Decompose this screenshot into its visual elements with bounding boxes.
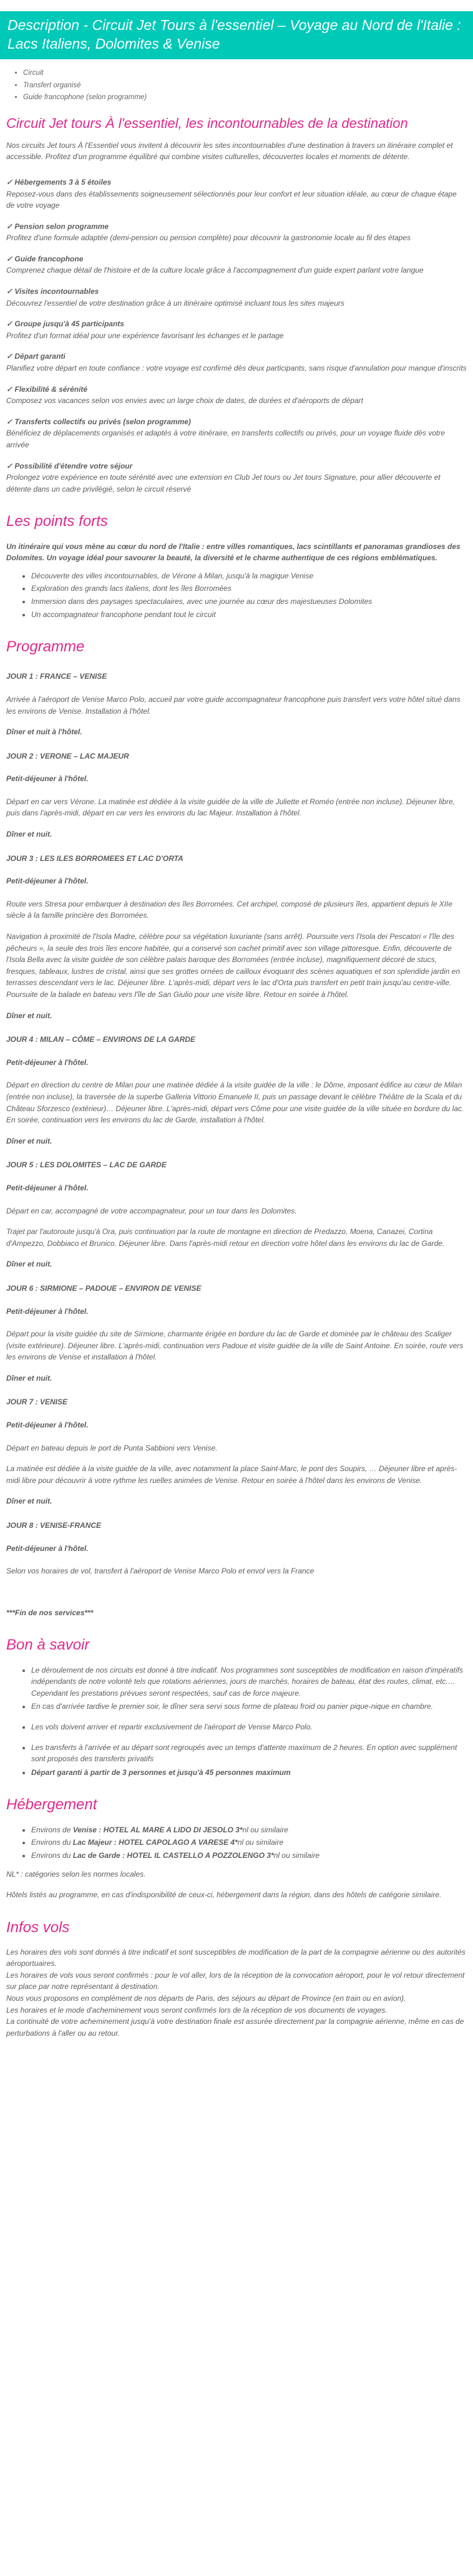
feature-text: Comprenez chaque détail de l'histoire et de la culture locale grâce à l'accompagnement d'un guide expert parlant votre langue (6, 266, 424, 275)
feature-item (6, 253, 467, 276)
feature-text: Planifiez votre départ en toute confiance : votre voyage est confirmé dès deux participants, sans risque d'annulation pour manque d'inscrits (6, 364, 467, 373)
hotel-prefix: Environs du (31, 1850, 73, 1860)
feature-item (6, 318, 467, 341)
day-meal-note: Dîner et nuit. (6, 1260, 52, 1269)
feature-title: ✓ Transferts collectifs ou privés (selon programme) (6, 417, 191, 426)
programme-heading: Programme (6, 638, 85, 656)
feature-text: Profitez d'un format idéal pour une expérience favorisant les échanges et le partage (6, 331, 284, 340)
vols-line: Nous vous proposons en complément de nos départs de Paris, des séjours au départ de Province (en train ou en avion). (6, 1994, 406, 2003)
feature-text: Composez vos vacances selon vos envies avec un large choix de dates, de durées et d'aéroports de départ (6, 396, 363, 406)
day-title: JOUR 8 : VENISE-FRANCE (6, 1521, 102, 1530)
day-meal-note: Dîner et nuit. (6, 1373, 52, 1383)
hotel-name: : HOTEL AL MARE A LIDO DI JESOLO 3* (96, 1825, 243, 1834)
hebergement-note: NL* : catégories selon les normes locales. (6, 1870, 146, 1879)
day-meal-note: Petit-déjeuner à l'hôtel. (6, 774, 89, 784)
feature-item (6, 416, 467, 451)
points-forts-item: • Exploration des grands lacs italiens, dont les îles Borromées (31, 583, 467, 595)
hotel-item (31, 1837, 467, 1849)
feature-title: ✓ Guide francophone (6, 254, 84, 263)
feature-title: ✓ Groupe jusqu'à 45 participants (6, 319, 124, 329)
day-title: JOUR 1 : FRANCE – VENISE (6, 672, 107, 681)
info-item: • Les transferts à l'arrivée et au départ sont regroupés avec un temps d'attente maximum de 2 heures. En option avec supplément sont proposés des transferts privatifs (31, 1742, 467, 1765)
day-description: Départ pour la visite guidée du site de Sirmione, charmante érigée en bordure du lac de Garde et dominée par le château des Scaliger (visite extérieure). Déjeuner libre. L'après-midi, continuation vers Padoue et visite guidée de la ville de Saint Antoine. En soirée, route vers les environs de Venise et installation à l'hôtel. (6, 1329, 464, 1362)
vols-line: Les horaires des vols sont donnés à titre indicatif et sont susceptibles de modification de la part de la compagnie aérienne ou des autorités aéroportuaires. (6, 1947, 466, 1968)
day-title: JOUR 3 : LES ILES BORROMEES ET LAC D'ORTA (6, 853, 183, 863)
feature-item (6, 460, 467, 495)
hotel-place: Venise (72, 1825, 97, 1834)
day-description: Départ en bateau depuis le port de Punta Sabbioni vers Venise. (6, 1443, 218, 1452)
feature-title: ✓ Pension selon programme (6, 221, 109, 231)
day-meal-note: Petit-déjeuner à l'hôtel. (6, 1543, 89, 1553)
day-description: Trajet par l'autoroute jusqu'à Ora, puis continuation par la route de montagne en direction de Predazzo, Moena, Canazei, Cortina d'Ampezzo, Dobbiaco et Brunico. Déjeuner libre. Dans l'après-midi retour en direction votre hôtel dans les environs du lac de Garde. (6, 1227, 445, 1248)
hotel-name: : HOTEL IL CASTELLO A POZZOLENGO 3* (120, 1850, 274, 1860)
meta-list (0, 68, 473, 104)
day-description: Navigation à proximité de l'Isola Madre, célèbre pour sa végétation luxuriante (sans arrêt). Poursuite vers l'Isola dei Pescatori « l'île des pêcheurs », la seule des trois îles encore habitée, qui a conservé son cachet primitif avec son village pittoresque. Enfin, découverte de l'Isola Bella avec la visite guidée de son célèbre palais baroque des Borromées (entrée incluse), magnifiquement décoré de stucs, fresques, tableaux, lustres de cristal, ainsi que ses grottes ornées de cailloux évoquant des scènes aquatiques et son splendide jardin en terrasses descendant vers le lac. Déjeuner libre. L'après-midi, départ vers le lac d'Orta puis transfert en petit train jusqu'au centre-ville. Poursuite de la balade en bateau vers l'île de San Giulio pour une visite libre. Retour en soirée à l'hôtel. (6, 932, 461, 999)
hotel-item (31, 1824, 467, 1836)
end-of-services: ***Fin de nos services*** (6, 1608, 94, 1617)
hebergement-note: Hôtels listés au programme, en cas d'indisponibilité de ceux-ci, hébergement dans la région, dans des hôtels de catégorie similaire. (6, 1890, 442, 1899)
feature-item (6, 221, 467, 244)
day-description: Selon vos horaires de vol, transfert à l'aéroport de Venise Marco Polo et envol vers la France (6, 1567, 315, 1576)
hotel-name: : HOTEL CAPOLAGO A VARESE 4* (112, 1838, 238, 1847)
day-title: JOUR 7 : VENISE (6, 1397, 68, 1407)
day-meal-note: Dîner et nuit. (6, 830, 52, 839)
infos-vols-text (6, 1947, 467, 2039)
hotel-suffix: nl ou similaire (237, 1838, 284, 1847)
day-title: JOUR 4 : MILAN – CÔME – ENVIRONS DE LA GARDE (6, 1035, 195, 1044)
feature-item (6, 384, 467, 407)
hebergement-heading: Hébergement (6, 1796, 97, 1814)
feature-title: ✓ Visites incontournables (6, 287, 99, 296)
bon-a-savoir-list (6, 1665, 467, 1779)
hotel-prefix: Environs de (31, 1825, 73, 1834)
day-title: JOUR 5 : LES DOLOMITES – LAC DE GARDE (6, 1160, 167, 1170)
infos-vols-heading: Infos vols (6, 1918, 70, 1936)
vols-line: La continuité de votre acheminement jusqu'à votre destination finale est assurée directement par la compagnie aérienne, même en cas de perturbations à l'aller ou au retour. (6, 2017, 464, 2038)
day-description: Route vers Stresa pour embarquer à destination des îles Borromées. Cet archipel, composé de plusieurs îles, appartient depuis le XIIe siècle à la famille princière des Borromées. (6, 899, 453, 920)
points-forts-item: • Immersion dans des paysages spectaculaires, avec une journée au cœur des majestueuses Dolomites (31, 596, 467, 608)
info-item: • Le déroulement de nos circuits est donné à titre indicatif. Nos programmes sont susceptibles de modification en raison d'impératifs indépendants de notre volonté tels que rotations aériennes, jours de marchés, horaires de bateau, état des routes, climat, etc.… Cependant les prestations prévues seront respectées, sauf cas de force majeure. (31, 1665, 467, 1699)
day-description: Départ en car, accompagné de votre accompagnateur, pour un tour dans les Dolomites. (6, 1206, 297, 1215)
essentiel-intro: Nos circuits Jet tours À l'Essentiel vous invitent à découvrir les sites incontournables d'une destination à travers un itinéraire complet et accessible. Profitez d'un programme équilibré qui combine visites culturelles, découvertes locales et moments de détente. (6, 140, 453, 162)
meta-item: • Guide francophone (selon programme) (23, 92, 473, 104)
day-meal-note: Dîner et nuit. (6, 1497, 52, 1506)
points-forts-intro: Un itinéraire qui vous mène au cœur du nord de l'Italie : entre villes romantiques, lacs scintillants et panoramas grandioses des Dolomites. Un voyage idéal pour savourer la beauté, la diversité et le charme authentique de ces régions emblématiques. (6, 542, 461, 563)
hotel-prefix: Environs du (31, 1838, 73, 1847)
feature-title: ✓ Départ garanti (6, 352, 66, 361)
info-item: • Départ garanti à partir de 3 personnes et jusqu'à 45 personnes maximum (31, 1767, 467, 1779)
programme-days (6, 671, 467, 1577)
feature-item (6, 351, 467, 374)
feature-title: ✓ Flexibilité & sérénité (6, 384, 88, 394)
content (0, 115, 473, 2039)
feature-text: Reposez-vous dans des établissements soigneusement sélectionnés pour leur confort et leur situation idéale, au cœur de chaque étape de votre voyage (6, 189, 457, 210)
day-title: JOUR 2 : VERONE – LAC MAJEUR (6, 751, 129, 761)
info-item: • En cas d'arrivée tardive le premier soir, le dîner sera servi sous forme de plateau froid ou panier pique-nique en chambre. (31, 1701, 467, 1713)
hotel-suffix: nl ou similaire (273, 1850, 320, 1860)
day-meal-note: Petit-déjeuner à l'hôtel. (6, 877, 89, 886)
points-forts-heading: Les points forts (6, 513, 108, 530)
hotel-suffix: nl ou similaire (242, 1825, 288, 1834)
day-description: La matinée est dédiée à la visite guidée de la ville, avec notamment la place Saint-Marc, le pont des Soupirs, … Déjeuner libre et après-midi libre pour découvrir à votre rythme les ruelles animées de Venise. Retour en soirée à l'hôtel dans les environs de Venise. (6, 1464, 457, 1485)
feature-item (6, 286, 467, 309)
points-forts-item: • Découverte des villes incontournables, de Vérone à Milan, jusqu'à la magique Venise (31, 570, 467, 582)
day-meal-note: Dîner et nuit à l'hôtel. (6, 727, 82, 737)
day-meal-note: Petit-déjeuner à l'hôtel. (6, 1183, 89, 1192)
day-meal-note: Dîner et nuit. (6, 1136, 52, 1145)
day-description: Départ en car vers Vérone. La matinée est dédiée à la visite guidée de la ville de Juliette et Roméo (entrée non incluse). Déjeuner libre, puis dans l'après-midi, départ en car vers les environs du lac Majeur. Installation à l'hôtel. (6, 797, 456, 818)
hotel-item (31, 1850, 467, 1862)
page-title: Description - Circuit Jet Tours à l'essentiel – Voyage au Nord de l'Italie : Lacs Italiens, Dolomites & Venise (0, 11, 473, 59)
info-item: • Les vols doivent arriver et repartir exclusivement de l'aéroport de Venise Marco Polo. (31, 1721, 467, 1733)
feature-list (6, 177, 467, 495)
points-forts-item: • Un accompagnateur francophone pendant tout le circuit (31, 609, 467, 621)
day-description: Arrivée à l'aéroport de Venise Marco Polo, accueil par votre guide accompagnateur francophone puis transfert vers votre hôtel situé dans les environs de Venise. Installation à l'hôtel. (6, 694, 461, 716)
hotel-place: Lac Majeur (72, 1838, 112, 1847)
day-meal-note: Petit-déjeuner à l'hôtel. (6, 1306, 89, 1316)
vols-line: Les horaires de vols vous seront confirmés : pour le vol aller, lors de la réception de la convocation aéroport, pour le vol retour directement sur place par notre représentant à destination. (6, 1970, 465, 1991)
feature-item (6, 177, 467, 211)
meta-item: • Circuit (23, 68, 473, 79)
hotel-place: Lac de Garde (72, 1850, 120, 1860)
feature-title: ✓ Possibilité d'étendre votre séjour (6, 461, 133, 470)
feature-text: Découvrez l'essentiel de votre destination grâce à un itinéraire optimisé incluant tous les sites majeurs (6, 298, 344, 308)
day-description: Départ en direction du centre de Milan pour une matinée dédiée à la visite guidée de la ville : le Dôme, imposant édifice au cœur de Milan (entrée non incluse), la traversée de la superbe Galleria Vittorio Emanuele II, puis un passage devant le célèbre Théâtre de la Scala et du Château Sforzesco (extérieur)… Déjeuner libre. L'après-midi, départ vers Côme pour une visite guidée de la ville située en bordure du lac. En soirée, continuation vers les environs du lac de Garde, installation à l'hôtel. (6, 1081, 464, 1125)
day-meal-note: Dîner et nuit. (6, 1011, 52, 1020)
feature-text: Bénéficiez de déplacements organisés et adaptés à votre itinéraire, en transferts collectifs ou privés, pour un voyage fluide dès votre arrivée (6, 429, 446, 449)
day-meal-note: Petit-déjeuner à l'hôtel. (6, 1057, 89, 1067)
hotel-list (6, 1824, 467, 1862)
feature-text: Prolongez votre expérience en toute sérénité avec une extension en Club Jet tours ou Jet tours Signature, pour allier découverte et détente dans un cadre privilégié, selon le circuit réservé (6, 473, 441, 493)
page (0, 11, 473, 2039)
feature-text: Profitez d'une formule adaptée (demi-pension ou pension complète) pour découvrir la gastronomie locale au fil des étapes (6, 233, 411, 243)
essentiel-heading: Circuit Jet tours À l'essentiel, les incontournables de la destination (6, 115, 408, 132)
vols-line: Les horaires et le mode d'acheminement vous seront confirmés lors de la réception de vos documents de voyages. (6, 2005, 388, 2015)
bon-a-savoir-heading: Bon à savoir (6, 1636, 90, 1654)
meta-item: • Transfert organisé (23, 80, 473, 92)
day-meal-note: Petit-déjeuner à l'hôtel. (6, 1421, 89, 1430)
day-title: JOUR 6 : SIRMIONE – PADOUE – ENVIRON DE VENISE (6, 1283, 202, 1293)
points-forts-list (6, 570, 467, 620)
feature-title: ✓ Hébergements 3 à 5 étoiles (6, 177, 112, 187)
